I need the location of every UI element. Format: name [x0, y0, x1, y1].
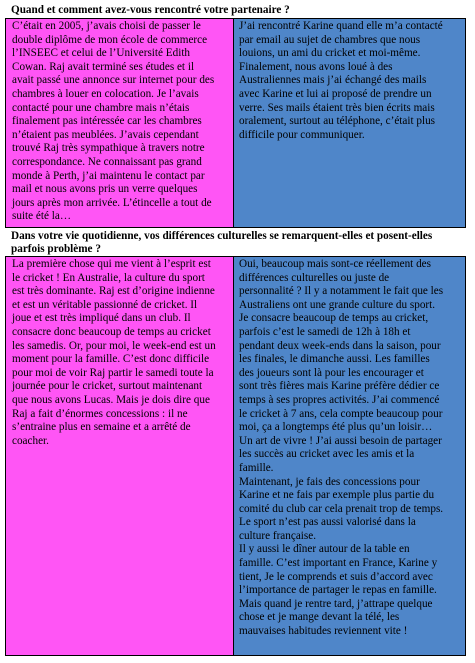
answer-karine-2: La première chose qui me vient à l’esprit est le cricket ! En Australie, la culture du sport est très dominante. Raj est d’origine indienne et est un véritable passionné de cricket. Il joue et est très impliqué dans un club. Il consacre donc beaucoup de temps au cricket les samedis. Or, pour moi, le week-end est un moment pour la famille. C’est donc difficile pour moi de voir Raj partir le samedi toute la journée pour le cricket, surtout maintenant que nous avons Lucas. Mais je dois dire que Raj a fait d’énormes concessions : il ne s’entraine plus en semaine et a arrêté de coacher.: [6, 257, 234, 655]
question-1: Quand et comment avez-vous rencontré votre partenaire ?: [11, 4, 290, 16]
answer-table-1: [5, 18, 466, 228]
question-2-line-2: parfois problème ?: [11, 243, 101, 255]
answer-karine-1: C’était en 2005, j’avais choisi de passer le double diplôme de mon école de commerce l’INSEEC et celui de l’Université Edith Cowan. Raj avait terminé ses études et il avait passé une annonce sur internet pour des chambres à louer en colocation. Je l’avais contacté pour une chambre mais n’étais finalement pas intéressée car les chambres n’étaient pas meublées. J’avais cependant trouvé Raj très sympathique à travers notre correspondance. Ne connaissant pas grand monde à Perth, j’ai maintenu le contact par mail et nous avons pris un verre quelques jours après mon arrivée. L’étincelle a tout de suite été la…: [6, 19, 234, 227]
question-2-line-1: Dans votre vie quotidienne, vos différences culturelles se remarquent-elles et posent-elles: [11, 230, 433, 242]
answer-raj-1: J’ai rencontré Karine quand elle m’a contacté par email au sujet de chambres que nous louions, un ami du cricket et moi-même. Finalement, nous avons loué à des Australiennes mais j’ai échangé des mails avec Karine et lui ai proposé de prendre un verre. Ses mails étaient très bien écrits mais oralement, surtout au téléphone, c’était plus difficile pour communiquer.: [234, 19, 465, 227]
answer-table-2: [5, 256, 466, 656]
question-2: [11, 230, 432, 256]
answer-raj-2: Oui, beaucoup mais sont-ce réellement des différences culturelles ou juste de personnalité ? Il y a notamment le fait que les Australiens ont une grande culture du sport. Je consacre beaucoup de temps au cricket, parfois c’est le samedi de 12h à 18h et pendant deux week-ends dans la saison, pour les finales, le dimanche aussi. Les familles des joueurs sont là pour les encourager et sont très fières mais Karine préfère dédier ce temps à ses propres activités. J’ai commencé le cricket à 7 ans, cela compte beaucoup pour moi, ça a longtemps été plus qu’un loisir… Un art de vivre ! J’ai aussi besoin de partager les succès au cricket avec les amis et la famille. Maintenant, je fais des concessions pour Karine et ne fais par exemple plus partie du comité du club car cela prenait trop de temps. Le sport n’est pas aussi valorisé dans la culture française. Il y aussi le dîner autour de la table en famille. C’est important en France, Karine y tient, Je le comprends et suis d’accord avec l’importance de partager le repas en famille. Mais quand je rentre tard, j’attrape quelque chose et je mange devant la télé, les mauvaises habitudes reviennent vite !: [234, 257, 465, 655]
